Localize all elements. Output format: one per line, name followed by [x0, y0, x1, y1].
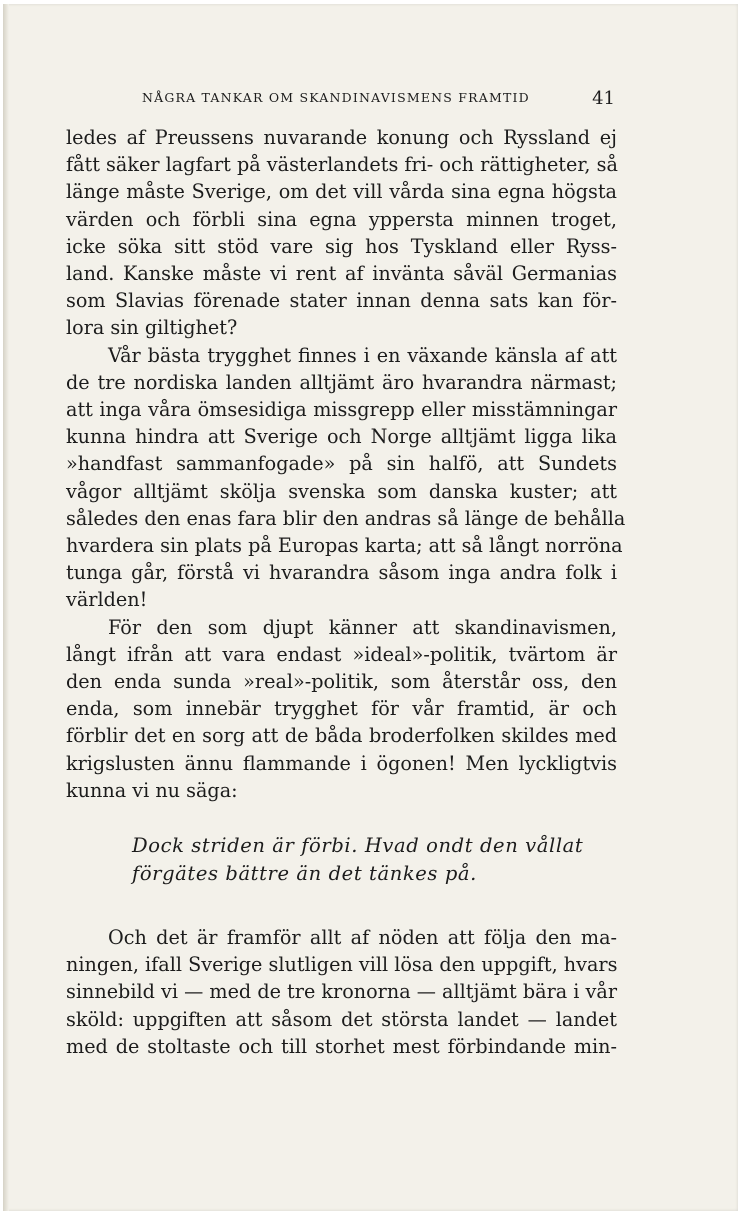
text-line: förblir det en sorg att de båda broderfolken skildes med — [66, 724, 617, 748]
text-line: fått säker lagfart på västerlandets fri- och rättigheter, så — [66, 153, 618, 177]
text-line: »handfast sammanfogade» på sin halfö, att Sundets — [66, 452, 617, 476]
text-line: den enda sunda »real»-politik, som återstår oss, den — [66, 670, 617, 694]
text-line: som Slavias förenade stater innan denna sats kan för- — [66, 289, 617, 313]
text-line: land. Kanske måste vi rent af invänta såväl Germanias — [66, 262, 617, 286]
text-line: att inga våra ömsesidiga missgrepp eller misstämningar — [66, 398, 617, 422]
text-line: vågor alltjämt skölja svenska som danska kuster; att — [66, 479, 617, 503]
running-head — [66, 90, 617, 110]
verse-quote — [132, 832, 583, 888]
page-number: 41 — [592, 88, 615, 109]
verse-line: förgätes bättre än det tänkes på. — [132, 862, 477, 885]
text-line: Vår bästa trygghet finnes i en växande känsla af att — [108, 343, 617, 367]
text-line: Och det är framför allt af nöden att följa den ma- — [108, 926, 617, 949]
running-title: NÅGRA TANKAR OM SKANDINAVISMENS FRAMTID — [142, 90, 530, 105]
paragraph-1 — [66, 124, 617, 342]
text-line: värden och förbli sina egna yppersta minnen troget, — [66, 207, 617, 231]
text-line: långt ifrån att vara endast »ideal»-politik, tvärtom är — [66, 642, 617, 666]
paragraph-3 — [66, 614, 617, 804]
text-line: kunna vi nu säga: — [66, 778, 238, 802]
text-line: med de stoltaste och till storhet mest förbindande min- — [66, 1034, 617, 1058]
text-line: sköld: uppgiften att såsom det största landet — landet — [66, 1007, 617, 1031]
page-spine-shadow — [3, 4, 9, 1211]
text-line: länge måste Sverige, om det vill vårda sina egna högsta — [66, 180, 617, 204]
text-line: kunna hindra att Sverige och Norge alltjämt ligga lika — [66, 425, 617, 449]
text-line: För den som djupt känner att skandinavismen, — [108, 615, 617, 639]
text-line: ningen, ifall Sverige slutligen vill lösa den uppgift, hvars — [66, 953, 618, 977]
body-text — [66, 124, 626, 804]
text-line: lora sin giltighet? — [66, 316, 238, 340]
text-line: tunga går, förstå vi hvarandra såsom inga andra folk i — [66, 561, 617, 585]
text-line: hvardera sin plats på Europas karta; att så långt norröna — [66, 534, 623, 558]
text-line: krigslusten ännu flammande i ögonen! Men lyckligtvis — [66, 751, 617, 775]
text-line: de tre nordiska landen alltjämt äro hvarandra närmast; — [66, 370, 617, 394]
paragraph-2 — [66, 342, 626, 614]
text-line: icke söka sitt stöd vare sig hos Tyskland eller Ryss- — [66, 234, 617, 258]
text-line: således den enas fara blir den andras så länge de behålla — [66, 506, 626, 530]
closing-paragraph — [66, 924, 617, 1060]
text-line: ledes af Preussens nuvarande konung och Ryssland ej — [66, 126, 617, 149]
text-line: enda, som innebär trygghet för vår framtid, är och — [66, 697, 617, 721]
text-line: sinnebild vi — med de tre kronorna — alltjämt bära i vår — [66, 980, 617, 1004]
text-line: världen! — [66, 588, 148, 612]
verse-line: Dock striden är förbi. Hvad ondt den vållat — [132, 834, 584, 857]
